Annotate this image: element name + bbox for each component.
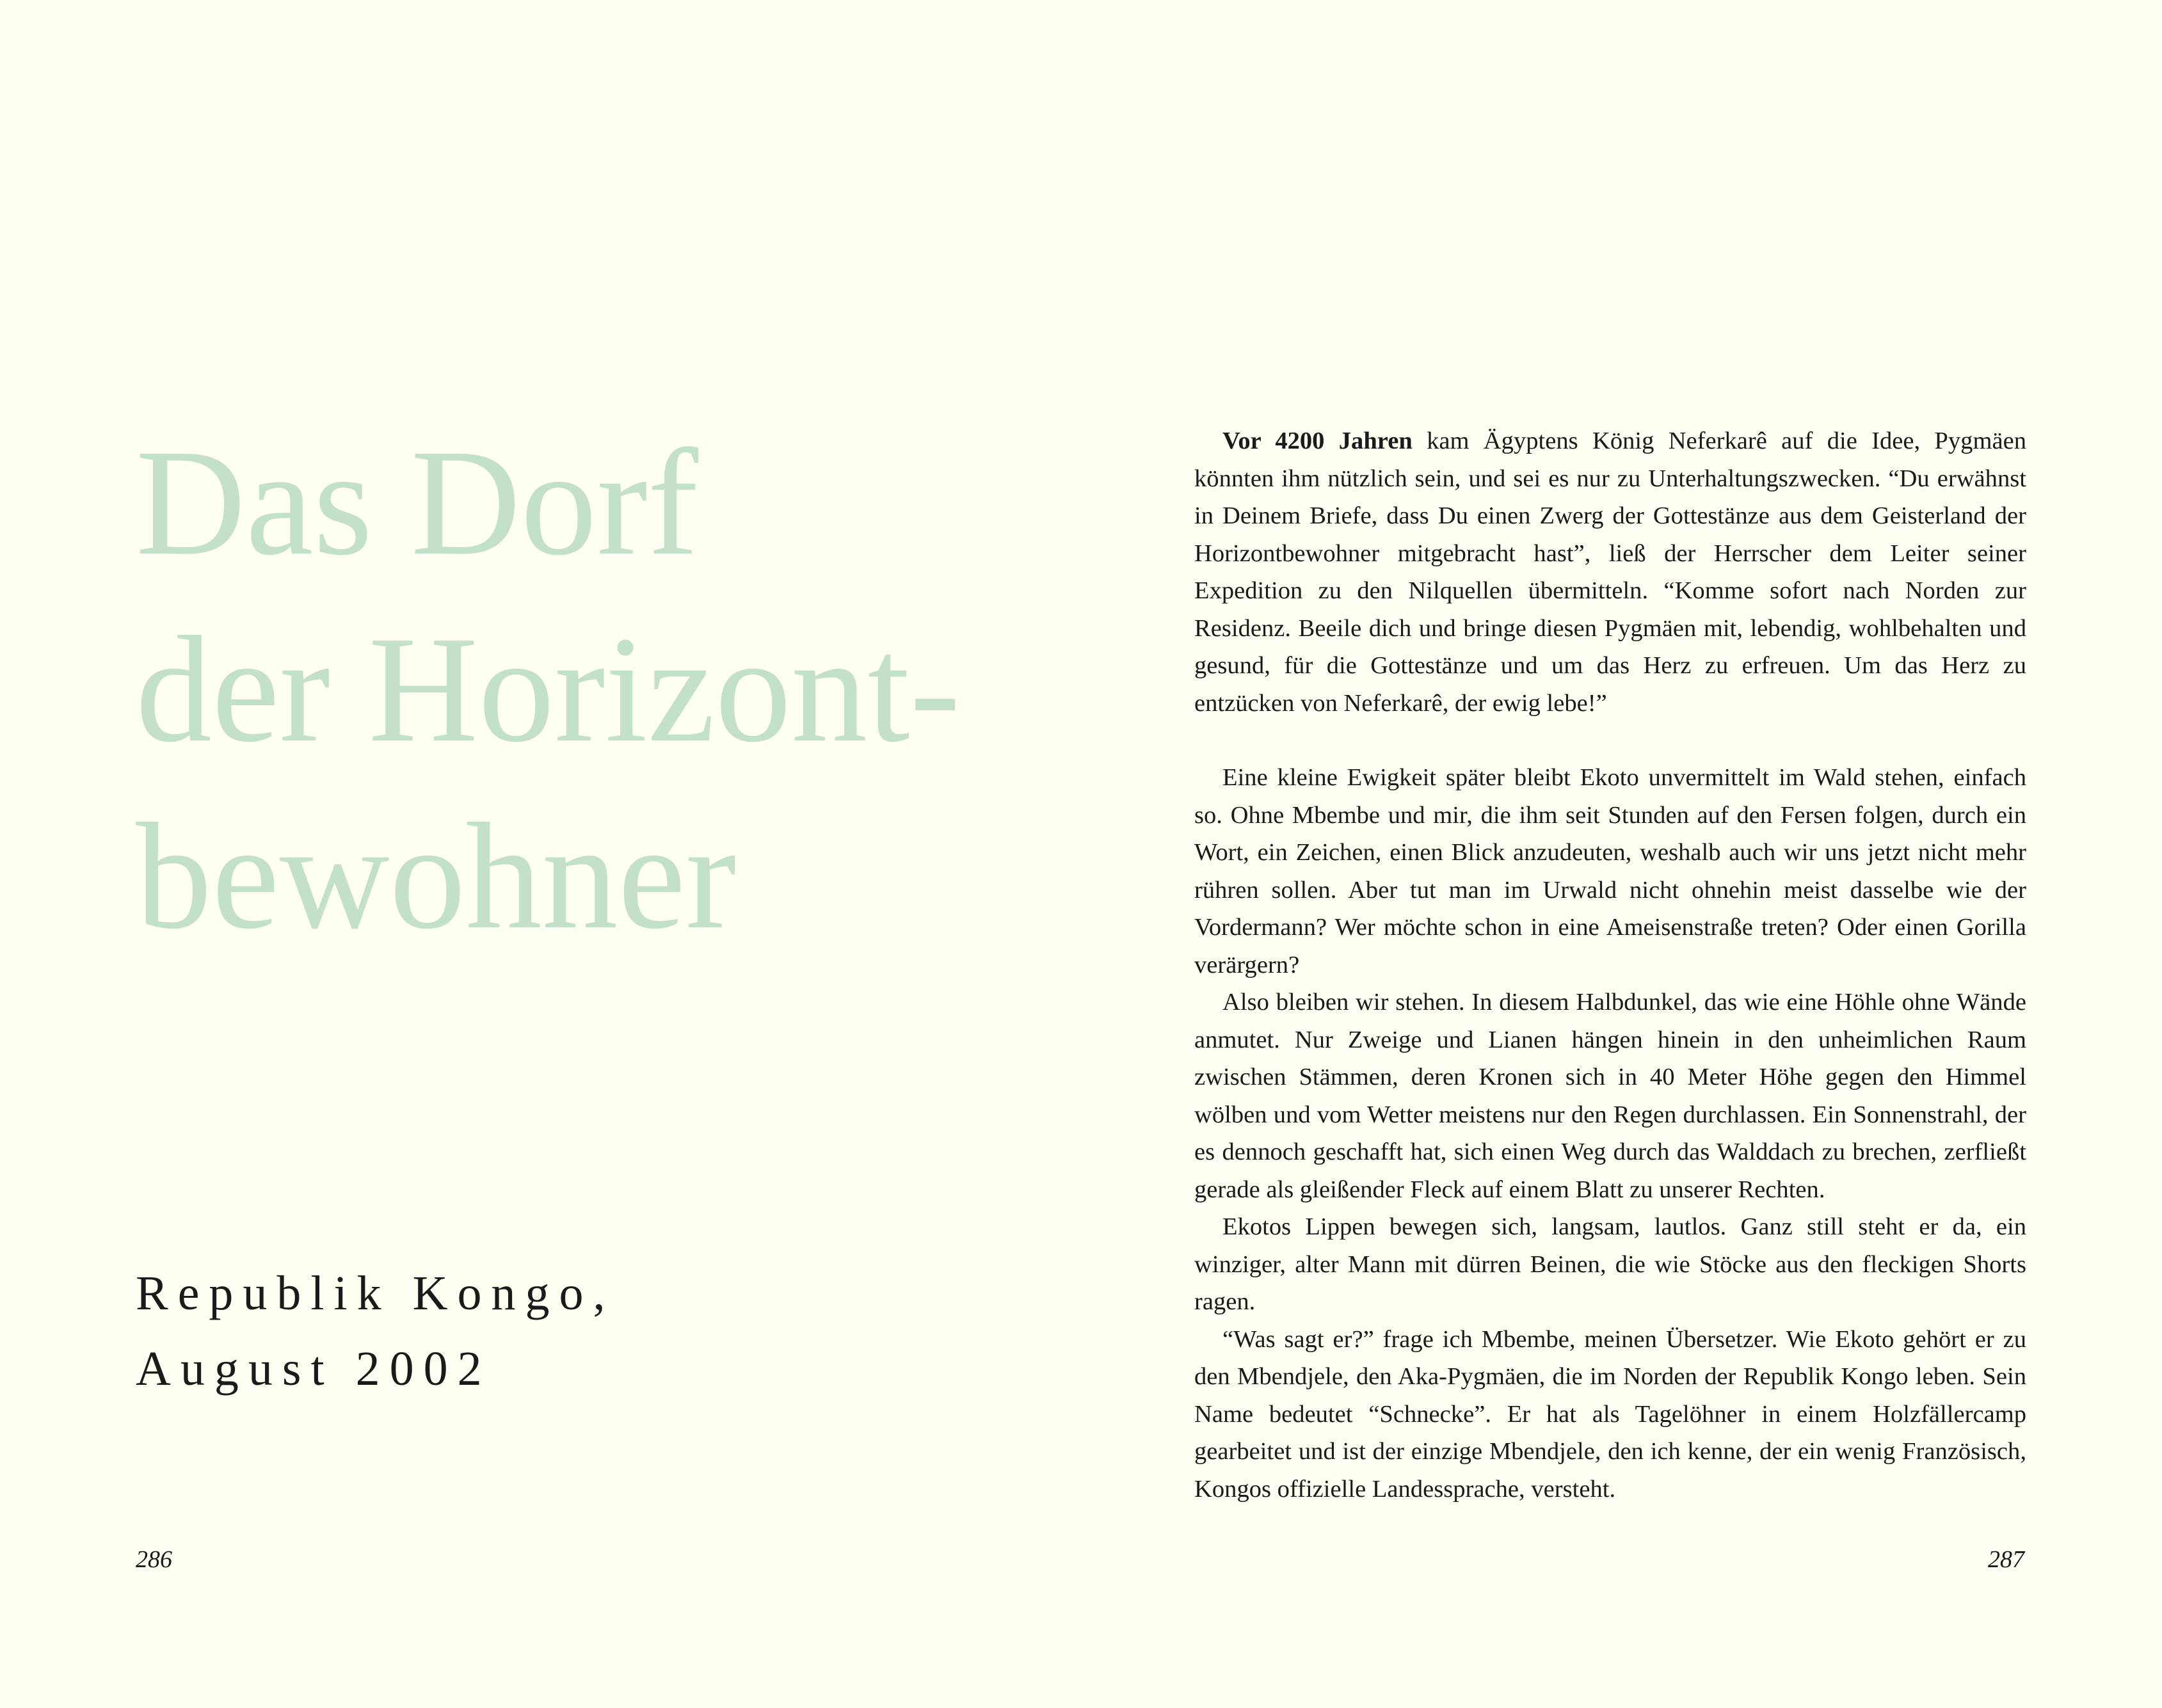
chapter-title [136,410,968,970]
paragraph [1194,1208,2026,1321]
paragraph [1194,1321,2026,1508]
page-number-left: 286 [136,1546,172,1573]
paragraph-text: kam Ägyptens König Neferkarê auf die Idee, Pygmäen könnten ihm nützlich sein, und sei es nur zu Unterhaltungszwecken. “Du erwähnst in Deinem Briefe, dass Du einen Zwerg der Gottestänze aus dem Geisterland der Horizontbewohner mitgebracht hast”, ließ der Herrscher dem Leiter seiner Expedition zu den Nilquellen übermitteln. “Komme sofort nach Norden zur Residenz. Beeile dich und bringe diesen Pygmäen mit, lebendig, wohlbehalten und gesund, für die Gottestänze und um das Herz zu erfreuen. Um das Herz zu entzücken von Neferkarê, der ewig lebe!” [1194,427,2027,717]
paragraph [1194,984,2026,1208]
paragraph-text: “Was sagt er?” frage ich Mbembe, meinen Übersetzer. Wie Ekoto gehört er zu den Mbendjele, den Aka-Pygmäen, die im Norden der Republik Kongo leben. Sein Name bedeutet “Schnecke”. Er hat als Tagelöhner in einem Holzfällercamp gearbeitet und ist der einzige Mbendjele, den ich kenne, der ein wenig Französisch, Kongos offizielle Landessprache, versteht. [1194,1325,2026,1503]
place-date [136,1256,968,1407]
paragraph [1194,422,2026,722]
place-line: Republik Kongo, [136,1266,615,1320]
date-line: August 2002 [136,1342,492,1396]
paragraph-text: Eine kleine Ewigkeit später bleibt Ekoto unvermittelt im Wald stehen, einfach so. Ohne Mbembe und mir, die ihm seit Stunden auf den Fersen folgen, durch ein Wort, ein Zeichen, einen Blick anzudeuten, weshalb auch wir uns jetzt nicht mehr rühren sollen. Aber tut man im Urwald nicht ohnehin meist dasselbe wie der Vordermann? Wer möchte schon in eine Ameisenstraße treten? Oder einen Gorilla verärgern? [1194,764,2026,978]
paragraph-text: Ekotos Lippen bewegen sich, langsam, lautlos. Ganz still steht er da, ein winziger, alter Mann mit dürren Beinen, die wie Stöcke aus den fleckigen Shorts ragen. [1194,1213,2026,1315]
paragraph-text: Also bleiben wir stehen. In diesem Halbdunkel, das wie eine Höhle ohne Wände anmutet. Nur Zweige und Lianen hängen hinein in den unheimlichen Raum zwischen Stämmen, deren Kronen sich in 40 Meter Höhe gegen den Himmel wölben und vom Wetter meistens nur den Regen durchlassen. Ein Sonnenstrahl, der es dennoch geschafft hat, sich einen Weg durch das Walddach zu brechen, zerfließt gerade als gleißender Fleck auf einem Blatt zu unserer Rechten. [1194,989,2026,1203]
paragraph [1194,759,2026,984]
page-number-right: 287 [1988,1546,2024,1573]
paragraph-lead: Vor 4200 Jahren [1222,427,1413,454]
chapter-title-line: der Horizont- [136,605,961,774]
chapter-title-line: bewohner [136,792,737,961]
body-text [1194,422,2026,1508]
chapter-title-line: Das Dorf [136,419,699,587]
